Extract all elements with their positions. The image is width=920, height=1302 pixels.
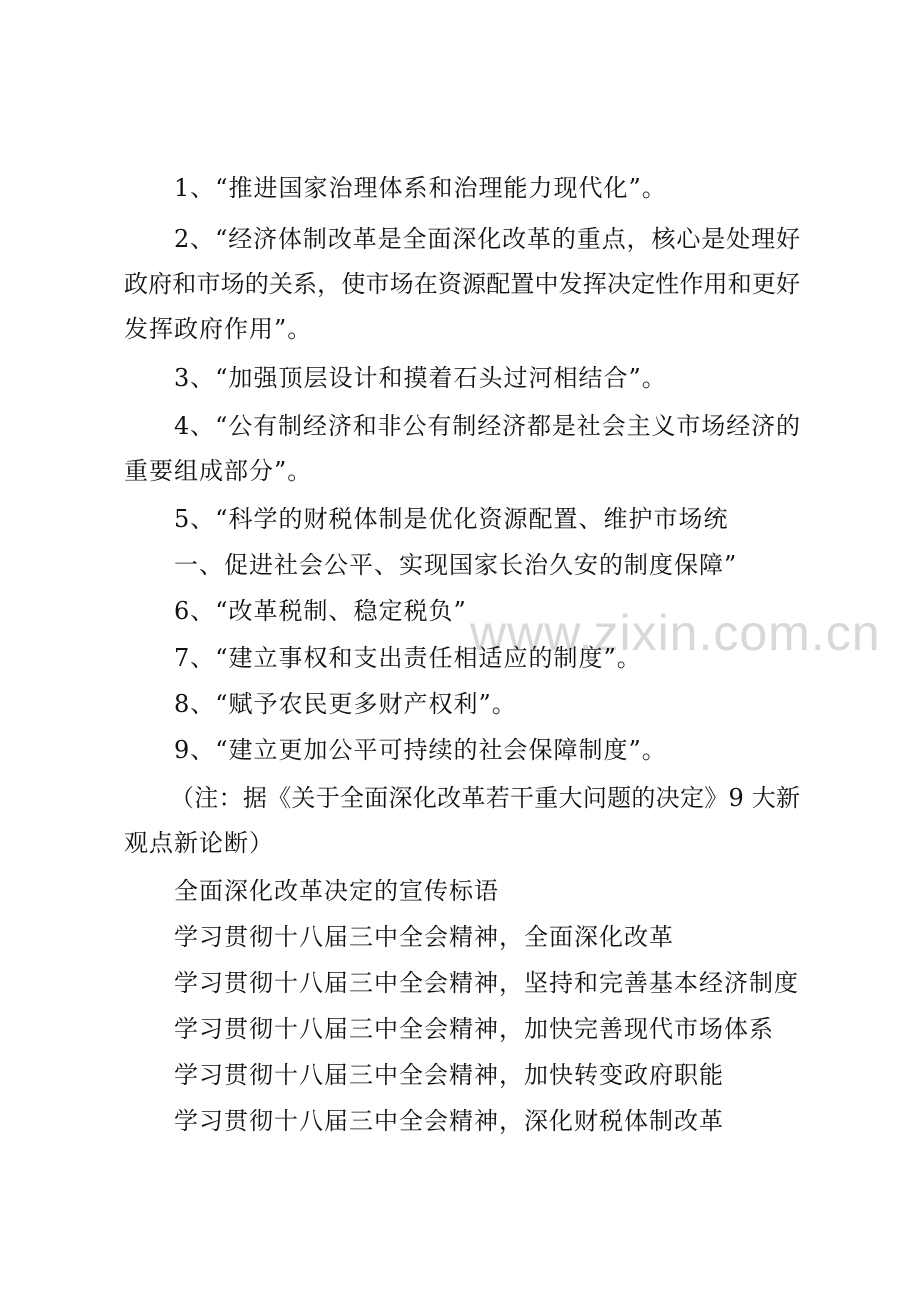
item-1: 1、“推进国家治理体系和治理能力现代化”。 [174,174,667,202]
item-5-line-2: 一、促进社会公平、实现国家长治久安的制度保障” [174,551,738,579]
item-2-line-1: 2、“经济体制改革是全面深化改革的重点，核心是处理好 [174,225,800,253]
item-7: 7、“建立事权和支出责任相适应的制度”。 [174,644,642,672]
slogan-line: 学习贯彻十八届三中全会精神，加快转变政府职能 [174,1061,724,1089]
slogan-line: 学习贯彻十八届三中全会精神，加快完善现代市场体系 [174,1015,774,1043]
item-9: 9、“建立更加公平可持续的社会保障制度”。 [174,736,667,764]
note-line-2: 观点新论断） [124,829,274,857]
note-line-1: （注：据《关于全面深化改革若干重大问题的决定》9 大新 [170,784,800,812]
item-6: 6、“改革税制、稳定税负” [174,597,467,625]
slogan-line: 学习贯彻十八届三中全会精神，坚持和完善基本经济制度 [174,969,799,997]
slogan-line: 学习贯彻十八届三中全会精神，深化财税体制改革 [174,1107,724,1135]
slogan-line: 学习贯彻十八届三中全会精神，全面深化改革 [174,923,674,951]
item-3: 3、“加强顶层设计和摸着石头过河相结合”。 [174,364,667,392]
item-8: 8、“赋予农民更多财产权利”。 [174,690,517,718]
item-5-line-1: 5、“科学的财税体制是优化资源配置、维护市场统 [174,505,729,533]
slogans-heading: 全面深化改革决定的宣传标语 [174,877,499,905]
item-2-line-3: 发挥政府作用”。 [124,315,313,343]
item-2-line-2: 政府和市场的关系，使市场在资源配置中发挥决定性作用和更好 [124,270,800,298]
item-4-line-1: 4、“公有制经济和非公有制经济都是社会主义市场经济的 [174,412,800,440]
watermark: www.zixin.com.cn [470,605,881,661]
item-4-line-2: 重要组成部分”。 [124,457,313,485]
